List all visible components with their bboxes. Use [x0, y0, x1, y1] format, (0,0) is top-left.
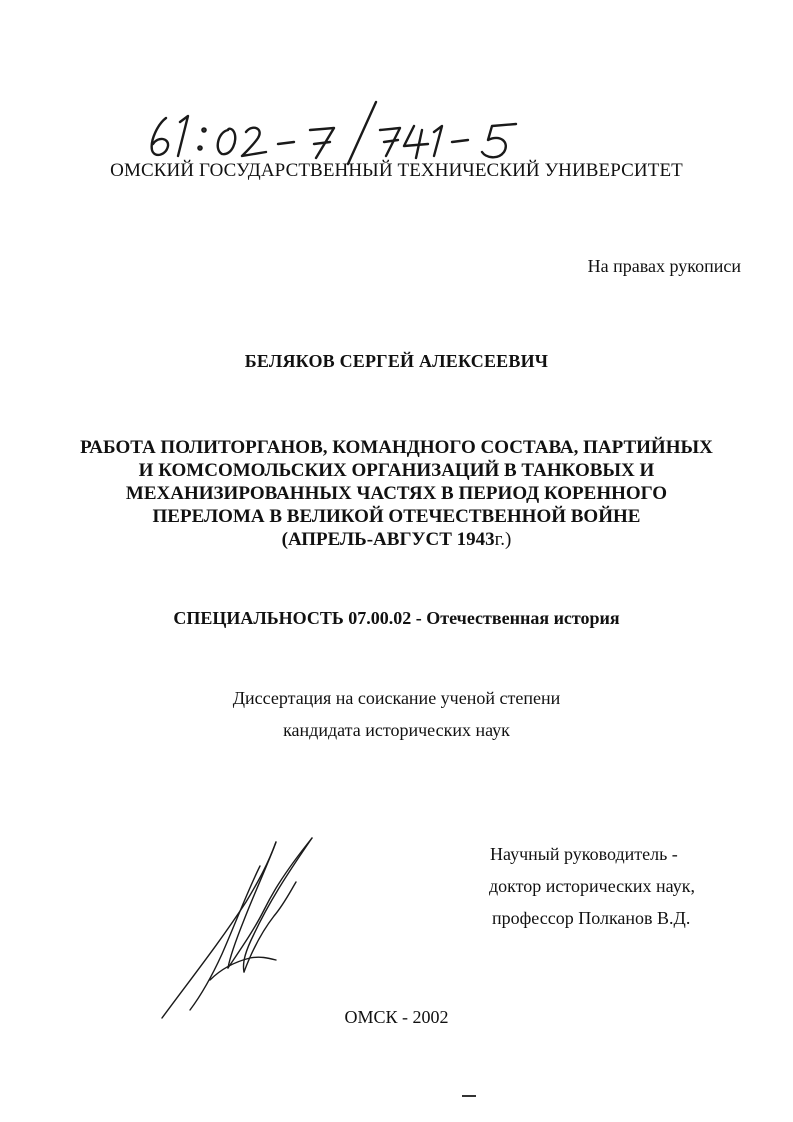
dissertation-degree-line-2: кандидата исторических наук	[283, 720, 510, 740]
title-year-suffix: г.)	[494, 529, 512, 550]
specialty-separator: -	[411, 608, 427, 628]
title-line-5	[0, 528, 793, 551]
city-year: ОМСК - 2002	[344, 1007, 449, 1027]
supervisor-degree: доктор исторических наук,	[489, 876, 695, 896]
author-name: БЕЛЯКОВ СЕРГЕЙ АЛЕКСЕЕВИЧ	[244, 351, 549, 371]
title-period: (АПРЕЛЬ-АВГУСТ 1943	[281, 529, 495, 550]
bottom-dash-mark	[462, 1095, 476, 1097]
supervisor-role: Научный руководитель -	[490, 844, 678, 864]
title-line-3: МЕХАНИЗИРОВАННЫХ ЧАСТЯХ В ПЕРИОД КОРЕННОГО	[125, 483, 668, 504]
specialty	[0, 608, 793, 629]
specialty-name: Отечественная история	[426, 608, 620, 628]
dissertation-degree-line-1: Диссертация на соискание ученой степени	[232, 688, 561, 708]
specialty-code: СПЕЦИАЛЬНОСТЬ 07.00.02	[173, 608, 412, 628]
rights-notice: На правах рукописи	[587, 256, 741, 276]
university-name: ОМСКИЙ ГОСУДАРСТВЕННЫЙ ТЕХНИЧЕСКИЙ УНИВЕРСИТЕТ	[110, 160, 683, 181]
title-line-4: ПЕРЕЛОМА В ВЕЛИКОЙ ОТЕЧЕСТВЕННОЙ ВОЙНЕ	[152, 506, 641, 527]
supervisor-name: профессор Полканов В.Д.	[492, 908, 691, 928]
handwritten-signature	[150, 830, 330, 1030]
title-line-2: И КОМСОМОЛЬСКИХ ОРГАНИЗАЦИЙ В ТАНКОВЫХ И	[138, 460, 655, 481]
title-line-1: РАБОТА ПОЛИТОРГАНОВ, КОМАНДНОГО СОСТАВА, ПАРТИЙНЫХ	[80, 437, 713, 458]
dissertation-title	[0, 436, 793, 551]
handwritten-archive-code	[138, 100, 538, 166]
